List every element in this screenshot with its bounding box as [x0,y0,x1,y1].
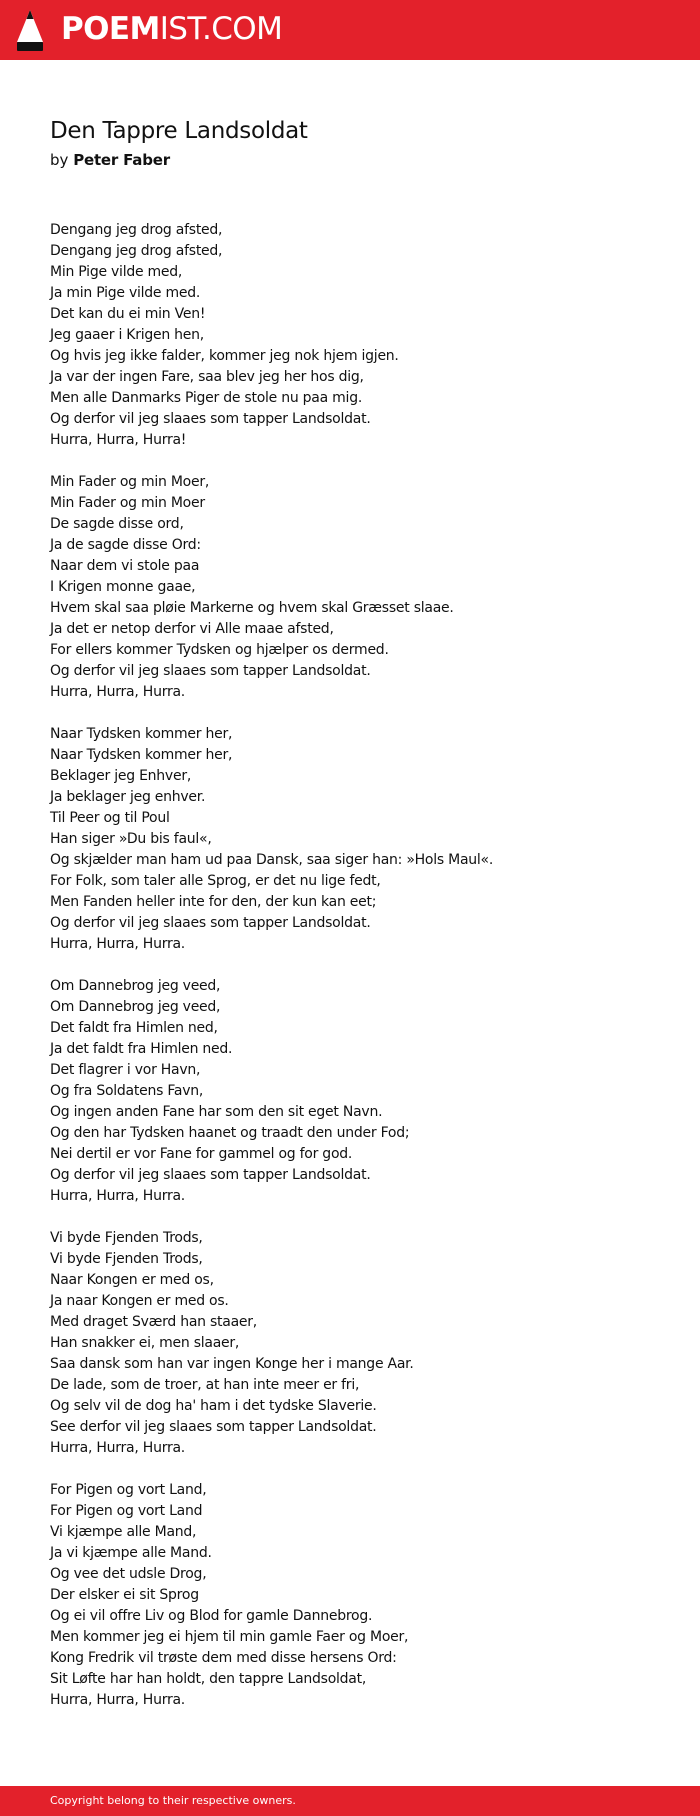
poem-line: Min Fader og min Moer [50,495,205,511]
poem-line: Vi kjæmpe alle Mand, [50,1524,197,1540]
poem-line: Sit Løfte har han holdt, den tappre Landsoldat, [50,1671,367,1687]
poem-stanza [50,724,670,955]
site-logo-link[interactable] [61,9,282,49]
poem-line: Min Pige vilde med, [50,264,183,280]
poem-line: Om Dannebrog jeg veed, [50,999,221,1015]
poem-line: Han snakker ei, men slaaer, [50,1335,240,1351]
poem-byline [50,150,670,170]
poem-line: For Pigen og vort Land [50,1503,203,1519]
poem-line: Naar Tydsken kommer her, [50,747,233,763]
poem-line: Ja beklager jeg enhver. [50,789,206,805]
pencil-tip-icon [14,8,46,53]
poem-line: Og derfor vil jeg slaaes som tapper Landsoldat. [50,663,371,679]
poem-line: Med draget Sværd han staaer, [50,1314,257,1330]
poem-line: Ja var der ingen Fare, saa blev jeg her hos dig, [50,369,364,385]
poem-line: Nei dertil er vor Fane for gammel og for god. [50,1146,353,1162]
poem-line: Og skjælder man ham ud paa Dansk, saa siger han: »Hols Maul«. [50,852,494,868]
poem-title: Den Tappre Landsoldat [50,118,308,144]
poem-line: Vi byde Fjenden Trods, [50,1251,203,1267]
poem-line: Dengang jeg drog afsted, [50,222,223,238]
poem-line: Der elsker ei sit Sprog [50,1587,199,1603]
poem-line: Og hvis jeg ikke falder, kommer jeg nok hjem igjen. [50,348,399,364]
poem-line: Ja de sagde disse Ord: [50,537,201,553]
poem-body [50,220,670,1711]
poem-line: Ja det faldt fra Himlen ned. [50,1041,233,1057]
poem-line: Ja naar Kongen er med os. [50,1293,229,1309]
poem-line: Og ingen anden Fane har som den sit eget Navn. [50,1104,383,1120]
poem-line: Det kan du ei min Ven! [50,306,206,322]
poem-line: De lade, som de troer, at han inte meer er fri, [50,1377,360,1393]
poem-line: Og ei vil offre Liv og Blod for gamle Dannebrog. [50,1608,373,1624]
poem-line: Hurra, Hurra, Hurra. [50,1188,185,1204]
poem-line: Til Peer og til Poul [50,810,170,826]
poem-line: Hurra, Hurra, Hurra. [50,1692,185,1708]
poem-line: Hurra, Hurra, Hurra. [50,1440,185,1456]
site-header [0,0,700,60]
site-footer [0,1786,700,1816]
poem-line: For Folk, som taler alle Sprog, er det nu lige fedt, [50,873,381,889]
poem-line: Om Dannebrog jeg veed, [50,978,221,994]
poem-stanza [50,1228,670,1459]
poem-line: See derfor vil jeg slaaes som tapper Landsoldat. [50,1419,377,1435]
poem-line: Og derfor vil jeg slaaes som tapper Landsoldat. [50,915,371,931]
poem-line: Min Fader og min Moer, [50,474,210,490]
poem-line: Ja vi kjæmpe alle Mand. [50,1545,212,1561]
poem-line: Ja det er netop derfor vi Alle maae afsted, [50,621,334,637]
poem-stanza [50,976,670,1207]
by-label: by [50,151,69,169]
poem-line: Ja min Pige vilde med. [50,285,201,301]
poem-line: Men kommer jeg ei hjem til min gamle Faer og Moer, [50,1629,409,1645]
poem-stanza [50,1480,670,1711]
poem-line: Naar Tydsken kommer her, [50,726,233,742]
copyright-notice: Copyright belong to their respective owners. [50,1794,296,1807]
logo-bold-text: POEM [61,11,160,47]
poem-line: Hurra, Hurra, Hurra! [50,432,187,448]
poem-line: Det faldt fra Himlen ned, [50,1020,218,1036]
poem-stanza [50,472,670,703]
logo-light-text: IST.COM [159,11,283,47]
poem-line: Og den har Tydsken haanet og traadt den under Fod; [50,1125,410,1141]
poem-line: Beklager jeg Enhver, [50,768,192,784]
poem-line: For Pigen og vort Land, [50,1482,207,1498]
poem-line: De sagde disse ord, [50,516,184,532]
poem-line: Naar dem vi stole paa [50,558,200,574]
poem-line: Og selv vil de dog ha' ham i det tydske Slaverie. [50,1398,377,1414]
poem-line: Han siger »Du bis faul«, [50,831,212,847]
poem-line: Men Fanden heller inte for den, der kun kan eet; [50,894,377,910]
poem-line: Dengang jeg drog afsted, [50,243,223,259]
poem-stanza [50,220,670,451]
poem-line: Hurra, Hurra, Hurra. [50,936,185,952]
poem-line: Og vee det udsle Drog, [50,1566,207,1582]
poem-line: Det flagrer i vor Havn, [50,1062,201,1078]
poem-line: Men alle Danmarks Piger de stole nu paa mig. [50,390,363,406]
poem-line: Og fra Soldatens Favn, [50,1083,204,1099]
poem-line: Naar Kongen er med os, [50,1272,214,1288]
poem-line: I Krigen monne gaae, [50,579,196,595]
poem-line: Og derfor vil jeg slaaes som tapper Landsoldat. [50,411,371,427]
poem-content [50,112,670,1732]
poem-line: Hvem skal saa pløie Markerne og hvem skal Græsset slaae. [50,600,454,616]
poem-line: Jeg gaaer i Krigen hen, [50,327,204,343]
poem-line: Saa dansk som han var ingen Konge her i mange Aar. [50,1356,414,1372]
poem-line: Og derfor vil jeg slaaes som tapper Landsoldat. [50,1167,371,1183]
poem-line: Kong Fredrik vil trøste dem med disse hersens Ord: [50,1650,397,1666]
poem-line: For ellers kommer Tydsken og hjælper os dermed. [50,642,389,658]
poem-line: Vi byde Fjenden Trods, [50,1230,203,1246]
poem-author: Peter Faber [73,151,170,169]
poem-line: Hurra, Hurra, Hurra. [50,684,185,700]
